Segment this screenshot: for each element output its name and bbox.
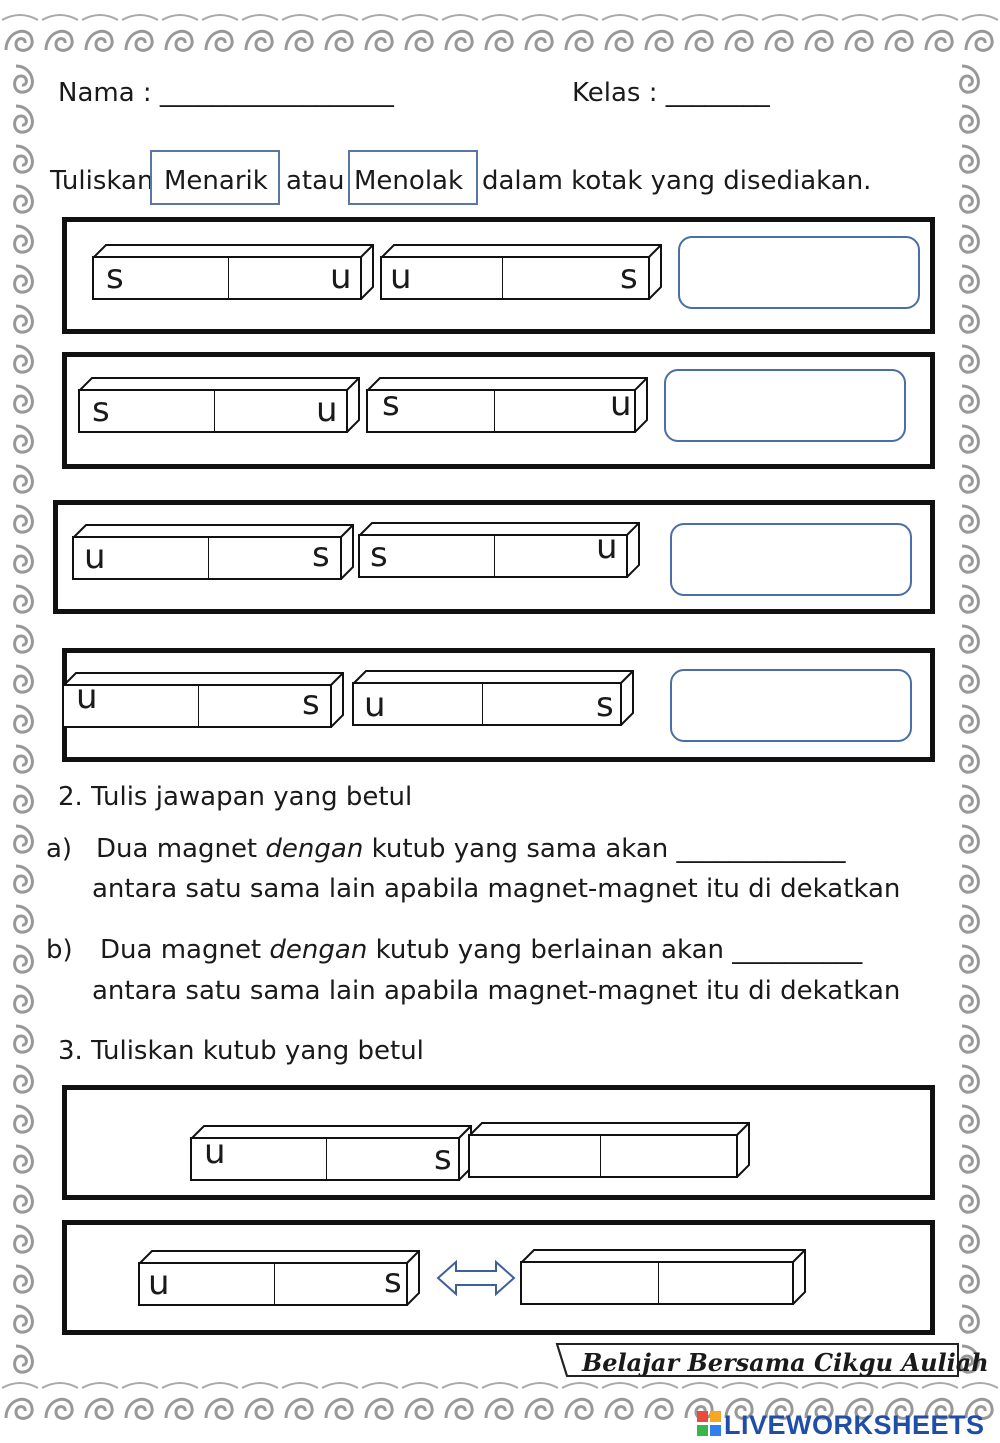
magnet-face (72, 536, 342, 580)
magnet-row2-left (78, 377, 360, 433)
question-2a-line-1 (96, 836, 846, 862)
pole-left: u (84, 537, 106, 577)
magnet-row4-left (62, 672, 344, 728)
magnet-q3-row1-given (190, 1125, 472, 1181)
signature-text: Belajar Bersama Cikgu Auliah (582, 1348, 989, 1377)
decorative-border-right (950, 60, 994, 1380)
instruction-or: atau (286, 166, 345, 196)
pole-left: u (148, 1263, 170, 1303)
pole-right: u (610, 384, 632, 424)
magnet-face (380, 256, 650, 300)
question-2b-line-1 (100, 937, 862, 963)
question-2a-italic-word: dengan (265, 834, 364, 864)
question-2b-italic-word: dengan (269, 935, 368, 965)
pole-left: u (364, 685, 386, 725)
pole-right: s (434, 1138, 452, 1178)
question-2a-text-start: Dua magnet (96, 834, 266, 864)
magnet-face (62, 684, 332, 728)
magnet-row3-left (72, 524, 354, 580)
magnet-face (520, 1261, 794, 1305)
magnet-face (78, 389, 348, 433)
pole-right: u (330, 257, 352, 297)
pole-left: s (92, 390, 110, 430)
question-2a-line-2: antara satu sama lain apabila magnet-magnet itu di dekatkan (92, 874, 901, 904)
magnet-face (92, 256, 362, 300)
decorative-border-top (0, 10, 1000, 65)
swirl-pattern-left-icon (4, 60, 46, 1380)
magnet-face (468, 1134, 738, 1178)
pole-left: s (382, 384, 400, 424)
magnet-row1-left (92, 244, 374, 300)
pole-left: u (204, 1132, 226, 1172)
double-arrow-icon (436, 1258, 516, 1298)
magnet-face (352, 682, 622, 726)
liveworksheets-brand[interactable]: LIVEWORKSHEETS (724, 1410, 985, 1440)
pole-right: u (316, 390, 338, 430)
magnet-q3-row2-given (138, 1250, 420, 1306)
question-2b-text-start: Dua magnet (100, 935, 270, 965)
section-3-title: 3. Tuliskan kutub yang betul (58, 1036, 424, 1066)
question-2a-marker: a) (46, 834, 73, 864)
pole-right: s (302, 683, 320, 723)
pole-right: s (620, 257, 638, 297)
swirl-pattern-right-icon (950, 60, 994, 1380)
question-2b-text-end: kutub yang berlainan akan __________ (367, 935, 863, 965)
magnet-row3-right (358, 522, 640, 578)
class-field-label: Kelas : ________ (572, 78, 770, 108)
pole-right: s (596, 685, 614, 725)
answer-box-row-2[interactable] (664, 369, 906, 442)
pole-right: u (596, 527, 618, 567)
pole-right: s (384, 1261, 402, 1301)
swirl-pattern-top-icon (0, 10, 1000, 65)
magnet-face (366, 384, 636, 433)
decorative-border-left (4, 60, 46, 1380)
question-2b-line-2: antara satu sama lain apabila magnet-magnet itu di dekatkan (92, 976, 901, 1006)
instruction-suffix: dalam kotak yang disediakan. (482, 166, 872, 196)
pole-left: u (390, 257, 412, 297)
pole-left: s (370, 535, 388, 575)
word-menarik: Menarik (164, 166, 268, 196)
answer-box-row-3[interactable] (670, 523, 912, 596)
section-2-title: 2. Tulis jawapan yang betul (58, 782, 413, 812)
word-menolak: Menolak (354, 166, 464, 196)
magnet-row2-right (366, 377, 648, 433)
pole-left: s (106, 257, 124, 297)
magnet-row4-right (352, 670, 634, 726)
magnet-row1-right (380, 244, 662, 300)
question-2b-marker: b) (46, 935, 73, 965)
magnet-face (190, 1132, 460, 1181)
magnet-face (358, 534, 628, 578)
instruction-prefix: Tuliskan (50, 166, 154, 196)
magnet-q3-row2-blank[interactable] (520, 1249, 806, 1305)
magnet-q3-row1-blank[interactable] (468, 1122, 750, 1178)
answer-box-row-4[interactable] (670, 669, 912, 742)
question-2a-text-end: kutub yang sama akan _____________ (363, 834, 846, 864)
magnet-face (138, 1262, 408, 1306)
name-field-label: Nama : __________________ (58, 78, 394, 108)
pole-left: u (76, 677, 98, 717)
answer-box-row-1[interactable] (678, 236, 920, 309)
pole-right: s (312, 535, 330, 575)
liveworksheets-logo-icon (696, 1410, 722, 1438)
